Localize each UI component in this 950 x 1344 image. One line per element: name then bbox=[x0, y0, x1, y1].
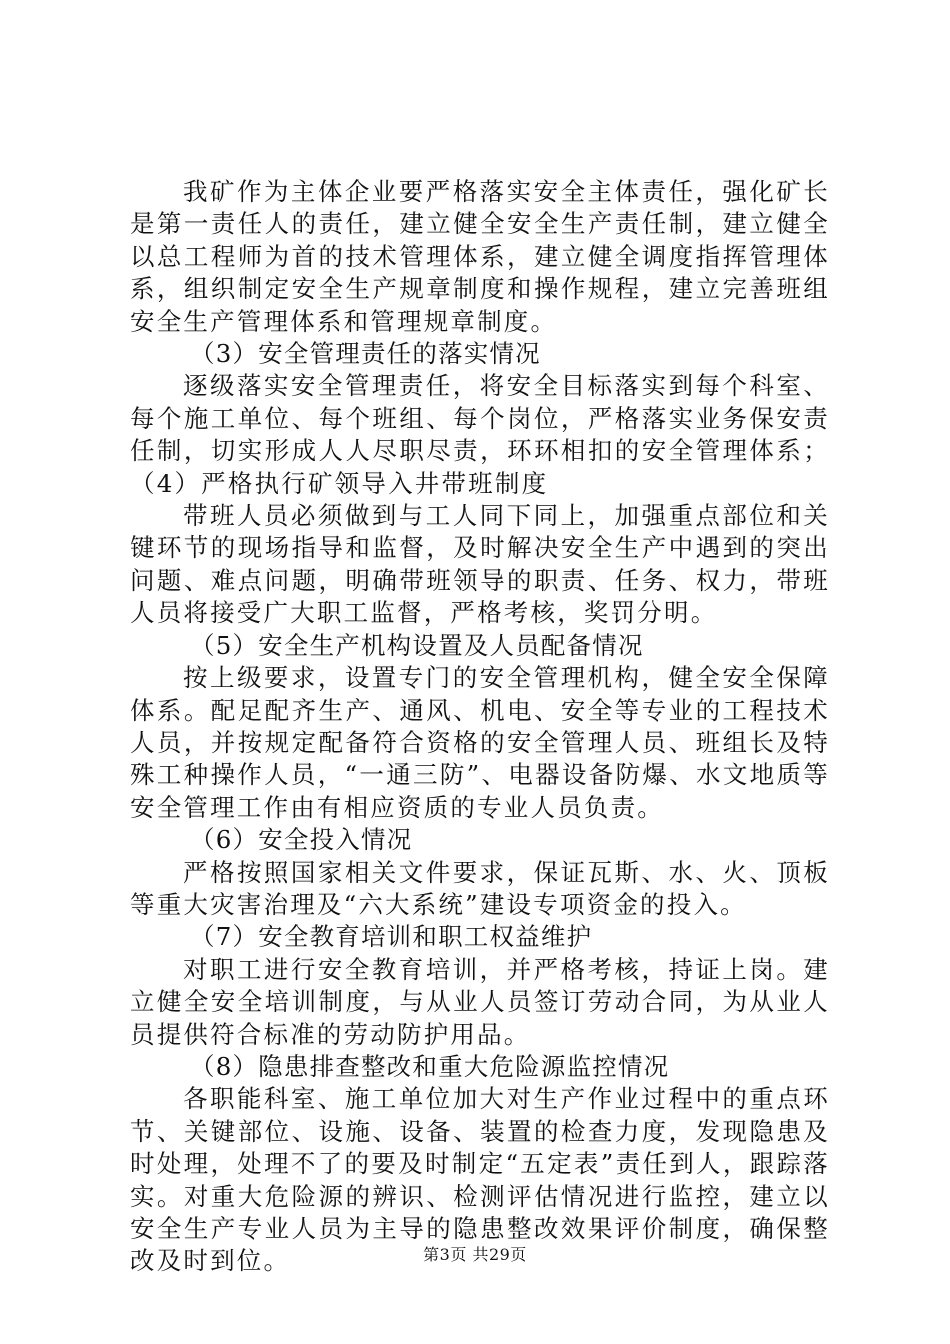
paragraph-organization-staffing: 按上级要求，设置专门的安全管理机构，健全安全保障体系。配足配齐生产、通风、机电、安全等专业的工程技术人员，并按规定配备符合资格的安全管理人员、班组长及特殊工种操作人员，“一通三防”、电器设备防爆、水文地质等安全管理工作由有相应资质的专业人员负责。 bbox=[130, 663, 830, 822]
paragraph-hazard-monitoring: 各职能科室、施工单位加大对生产作业过程中的重点环节、关键部位、设施、设备、装置的检查力度，发现隐患及时处理，处理不了的要及时制定“五定表”责任到人，跟踪落实。对重大危险源的辨识、检测评估情况进行监控，建立以安全生产专业人员为主导的隐患整改效果评价制度，确保整改及时到位。 bbox=[130, 1084, 830, 1276]
document-body bbox=[130, 176, 830, 1278]
paragraph-training: 对职工进行安全教育培训，并严格考核，持证上岗。建立健全安全培训制度，与从业人员签订劳动合同，为从业人员提供符合标准的劳动防护用品。 bbox=[130, 954, 830, 1049]
paragraph-responsibility-implementation: 逐级落实安全管理责任，将安全目标落实到每个科室、每个施工单位、每个班组、每个岗位，严格落实业务保安责任制，切实形成人人尽职尽责，环环相扣的安全管理体系；（4）严格执行矿领导入井带班制度 bbox=[130, 371, 830, 498]
section-heading-8: （8）隐患排查整改和重大危险源监控情况 bbox=[190, 1051, 670, 1081]
section-heading-7: （7）安全教育培训和职工权益维护 bbox=[190, 922, 593, 952]
page-number-footer: 第3页 共29页 bbox=[423, 1245, 527, 1264]
paragraph-shift-leaders: 带班人员必须做到与工人同下同上，加强重点部位和关键环节的现场指导和监督，及时解决安全生产中遇到的突出问题、难点问题，明确带班领导的职责、任务、权力，带班人员将接受广大职工监督，严格考核，奖罚分明。 bbox=[130, 501, 830, 628]
section-heading-6: （6）安全投入情况 bbox=[190, 825, 413, 855]
section-heading-5: （5）安全生产机构设置及人员配备情况 bbox=[190, 630, 644, 660]
paragraph-safety-investment: 严格按照国家相关文件要求，保证瓦斯、水、火、顶板等重大灾害治理及“六大系统”建设专项资金的投入。 bbox=[130, 857, 830, 919]
paragraph-main-responsibility: 我矿作为主体企业要严格落实安全主体责任，强化矿长是第一责任人的责任，建立健全安全生产责任制，建立健全以总工程师为首的技术管理体系，建立健全调度指挥管理体系，组织制定安全生产规章制度和操作规程，建立完善班组安全生产管理体系和管理规章制度。 bbox=[130, 177, 830, 336]
section-heading-3: （3）安全管理责任的落实情况 bbox=[190, 339, 541, 369]
